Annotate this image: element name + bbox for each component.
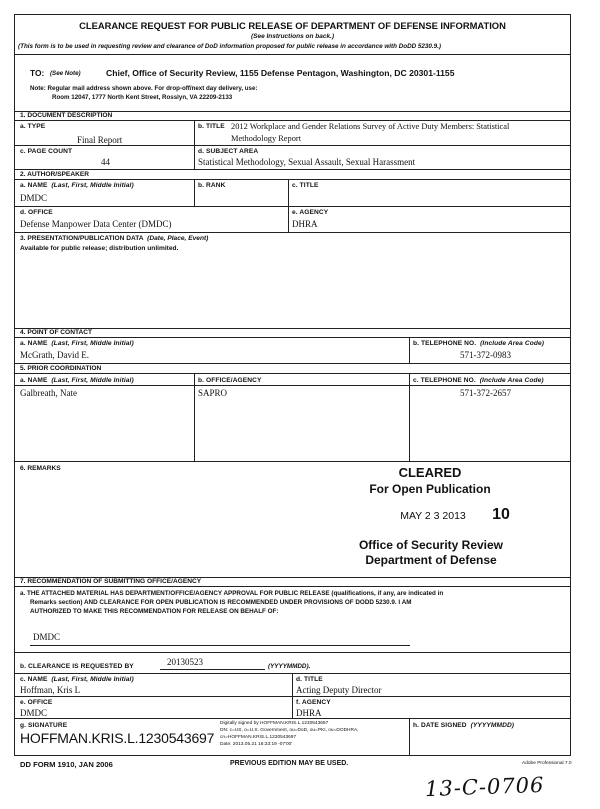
s4-divider: [409, 337, 410, 363]
s2-title-label: c. TITLE: [292, 182, 319, 189]
rule-s4-top: [14, 337, 571, 338]
s5-header: 5. PRIOR COORDINATION: [20, 365, 102, 372]
digital-signature-detail-3: cn=HOFFMAN.KRIS.L.1230543697: [220, 735, 297, 740]
s3-header-text: 3. PRESENTATION/PUBLICATION DATA: [20, 235, 144, 242]
s2-agency-value: DHRA: [292, 219, 318, 229]
s7-request-label: b. CLEARANCE IS REQUESTED BY: [20, 663, 134, 670]
rule-s1-top: [14, 120, 571, 121]
s7-title-value: Acting Deputy Director: [296, 685, 382, 695]
form-title: CLEARANCE REQUEST FOR PUBLIC RELEASE OF DEPARTMENT OF DEFENSE INFORMATION: [79, 20, 506, 31]
stamp-date: MAY 2 3 2013: [400, 510, 466, 522]
s7-title-label: d. TITLE: [296, 676, 323, 683]
s7-name-label: [20, 676, 134, 683]
s3-header-hint: (Date, Place, Event): [147, 235, 209, 242]
rule-s7-req: [14, 652, 571, 653]
s7-signature-label: g. SIGNATURE: [20, 722, 68, 729]
stamp-office: Office of Security Review: [358, 538, 504, 552]
to-see-note: (See Note): [50, 70, 81, 77]
rule-s2-top: [14, 179, 571, 180]
s7-date-signed-hint: (YYYYMMDD): [470, 722, 515, 729]
s5-phone-hint: (Include Area Code): [479, 377, 544, 384]
delivery-note-line1: Note: Regular mail address shown above. For drop-off/next day delivery, use:: [30, 85, 258, 92]
s4-phone-hint: (Include Area Code): [480, 340, 545, 347]
s4-name-hint: (Last, First, Middle Initial): [51, 340, 134, 347]
s3-value: Available for public release; distribution unlimited.: [20, 245, 179, 252]
s1-subject-value: Statistical Methodology, Sexual Assault, Sexual Harassment: [198, 157, 416, 167]
s5-phone-value: 571-372-2657: [460, 388, 511, 398]
rule-header: [14, 54, 571, 55]
s7-office-value: DMDC: [20, 708, 48, 718]
s2-office-label: d. OFFICE: [20, 209, 53, 216]
s7-request-format: (YYYYMMDD).: [268, 663, 311, 670]
s7-sig-divider: [409, 718, 410, 756]
s5-divider-a: [194, 373, 195, 461]
s5-divider-b: [409, 373, 410, 461]
digital-signature-detail-2: DN: c=US, o=U.S. Government, ou=DoD, ou=PKI, ou=DODHRA,: [220, 728, 359, 733]
s3-header: [20, 235, 208, 242]
s1-header: 1. DOCUMENT DESCRIPTION: [20, 112, 113, 119]
s5-name-hint: (Last, First, Middle Initial): [51, 377, 134, 384]
rule-s4: [14, 328, 571, 329]
digital-signature-detail-4: Date: 2013.05.21 16:33:19 -07'00': [220, 742, 293, 747]
s7-request-value: 20130523: [167, 657, 203, 667]
s4-phone-value: 571-372-0983: [460, 350, 511, 360]
digital-signature-detail-1: Digitally signed by HOFFMAN.KRIS.L.1230543697: [220, 721, 329, 726]
rule-s7-sig: [14, 718, 571, 719]
form-instruction: (This form is to be used in requesting review and clearance of DoD information proposed for public release in accordance with DoDD 5230.9.): [18, 43, 442, 50]
rule-s7-top: [14, 586, 571, 587]
rule-s5-sub: [14, 385, 571, 386]
s7-paragraph-1: a. THE ATTACHED MATERIAL HAS DEPARTMENT/OFFICE/AGENCY APPROVAL FOR PUBLIC RELEASE (qualifications, if any, are indicated in: [20, 590, 444, 597]
s4-name-label: [20, 340, 134, 347]
stamp-department: Department of Defense: [365, 553, 497, 567]
s5-name-value: Galbreath, Nate: [20, 388, 77, 398]
s5-office-label: b. OFFICE/AGENCY: [198, 377, 262, 384]
rule-s6: [14, 461, 571, 462]
s4-header: 4. POINT OF CONTACT: [20, 329, 93, 336]
s1-type-label: a. TYPE: [20, 123, 46, 130]
to-label: TO:: [30, 68, 45, 78]
s1-pagecount-label: c. PAGE COUNT: [20, 148, 73, 155]
stamp-for-open-publication: For Open Publication: [369, 482, 491, 496]
s1-title-value-2: Methodology Report: [231, 134, 302, 143]
s5-phone-label: [413, 377, 544, 384]
s5-name-label-text: a. NAME: [20, 377, 48, 384]
s2-name-label-text: a. NAME: [20, 182, 48, 189]
s7-agency-value: DHRA: [296, 708, 322, 718]
s2-name-hint: (Last, First, Middle Initial): [51, 182, 134, 189]
s7-on-behalf-line: [30, 645, 410, 646]
delivery-note-line2: Room 12047, 1777 North Kent Street, Rosslyn, VA 22209-2133: [52, 94, 233, 101]
rule-s5-top: [14, 373, 571, 374]
s5-name-label: [20, 377, 134, 384]
footer-adobe: Adobe Professional 7.0: [522, 761, 572, 766]
s4-phone-label-text: b. TELEPHONE NO.: [413, 340, 477, 347]
rule-s3: [14, 232, 571, 233]
s2-office-value: Defense Manpower Data Center (DMDC): [20, 219, 172, 229]
form-subtitle: (See Instructions on back.): [250, 33, 335, 40]
s1-type-value: Final Report: [77, 135, 123, 145]
s7-request-line: [160, 669, 265, 670]
footer-previous-edition: PREVIOUS EDITION MAY BE USED.: [230, 760, 349, 767]
s7-date-signed-text: h. DATE SIGNED: [413, 722, 467, 729]
s5-phone-label-text: c. TELEPHONE NO.: [413, 377, 476, 384]
s1-title-value-1: 2012 Workplace and Gender Relations Survey of Active Duty Members: Statistical: [231, 122, 510, 131]
s7-header: 7. RECOMMENDATION OF SUBMITTING OFFICE/AGENCY: [20, 578, 202, 585]
s5-office-value: SAPRO: [198, 388, 228, 398]
s1-pagecount-value: 44: [101, 157, 110, 167]
to-address: Chief, Office of Security Review, 1155 Defense Pentagon, Washington, DC 20301-1155: [106, 68, 455, 78]
s6-header: 6. REMARKS: [20, 465, 61, 472]
rule-s5: [14, 363, 571, 364]
s4-name-value: McGrath, David E.: [20, 350, 89, 360]
s2-rank-label: b. RANK: [198, 182, 226, 189]
s7-paragraph-3: AUTHORIZED TO MAKE THIS RECOMMENDATION FOR RELEASE ON BEHALF OF:: [30, 608, 279, 615]
s7-name-hint: (Last, First, Middle Initial): [51, 676, 134, 683]
rule-s7-office: [14, 696, 571, 697]
s1-title-label: b. TITLE: [198, 123, 225, 130]
s2-divider-a: [194, 179, 195, 206]
s1-subject-label: d. SUBJECT AREA: [198, 148, 259, 155]
s7-date-signed-label: [413, 722, 514, 729]
rule-s2: [14, 169, 571, 170]
footer-form-number: DD FORM 1910, JAN 2006: [20, 760, 113, 769]
s4-phone-label: [413, 340, 544, 347]
rule-s2-mid: [14, 206, 571, 207]
s2-name-value: DMDC: [20, 193, 48, 203]
s7-office-label: e. OFFICE: [20, 699, 53, 706]
rule-s1-mid: [14, 145, 571, 146]
stamp-cleared: CLEARED: [398, 465, 462, 480]
s7-name-label-text: c. NAME: [20, 676, 48, 683]
handwritten-case-number: 13-C-0706: [424, 772, 545, 802]
s7-on-behalf-value: DMDC: [33, 632, 61, 642]
s4-name-label-text: a. NAME: [20, 340, 48, 347]
stamp-number: 10: [492, 506, 510, 523]
s2-header: 2. AUTHOR/SPEAKER: [20, 171, 89, 178]
digital-signature-name[interactable]: HOFFMAN.KRIS.L.1230543697: [20, 730, 215, 746]
s2-name-label: [20, 182, 134, 189]
s7-agency-label: f. AGENCY: [296, 699, 331, 706]
s7-name-value: Hoffman, Kris L: [20, 685, 81, 695]
s2-agency-label: e. AGENCY: [292, 209, 329, 216]
s7-paragraph-2: Remarks section) AND CLEARANCE FOR OPEN PUBLICATION IS RECOMMENDED UNDER PROVISIONS OF DODD 5230.9. I AM: [30, 599, 412, 606]
